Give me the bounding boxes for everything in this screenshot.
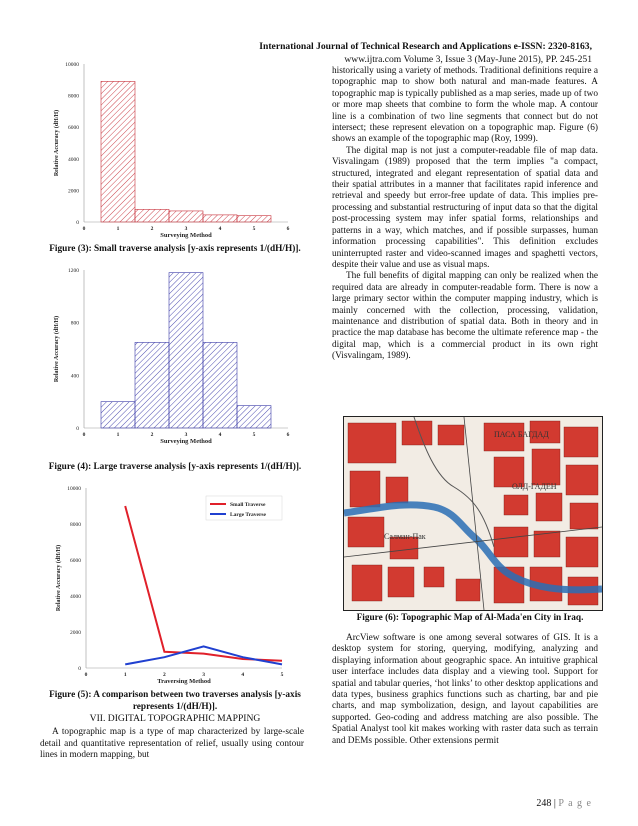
map-label-3: ОЛД-ГАДЕН bbox=[512, 482, 557, 491]
x-tick-label: 3 bbox=[202, 672, 205, 678]
y-tick-label: 4000 bbox=[70, 594, 81, 600]
bar bbox=[101, 402, 135, 428]
figure-3-chart bbox=[48, 56, 296, 244]
x-tick-label: 0 bbox=[82, 226, 86, 232]
legend-entry: Small Traverse bbox=[230, 502, 266, 508]
y-tick-label: 0 bbox=[76, 220, 79, 226]
journal-title: International Journal of Technical Research and Applications e-ISSN: 2320-8163, bbox=[259, 41, 592, 52]
y-tick-label: 800 bbox=[70, 320, 79, 327]
page-footer: 248 | P a g e bbox=[536, 798, 592, 809]
figure-4-chart bbox=[48, 262, 296, 454]
bar bbox=[135, 342, 169, 428]
y-tick-label: 0 bbox=[76, 426, 79, 432]
y-tick-label: 1200 bbox=[68, 268, 79, 274]
bar bbox=[101, 81, 135, 222]
figure-3-caption: Figure (3): Small traverse analysis [y-axis represents 1/(dH/H)]. bbox=[49, 244, 301, 254]
x-tick-label: 2 bbox=[150, 226, 154, 232]
series-line bbox=[125, 646, 282, 664]
y-tick-label: 2000 bbox=[68, 188, 79, 195]
bar bbox=[203, 342, 237, 428]
paragraph-2: The digital map is not just a computer-readable file of map data. Visvalingam (1989) proposed that the term implies "a compact, structured, integrated and elegant representation of spatial data and their spatial attributes in a manner that facilitates rapid inference and retrieval and speedy but error-free update of data. This implies pre-processing and substantial restructuring of input data so that the digital post-processing system may infer spatial forms, relationships and patterns in a way, which matches, and if possible surpasses, human information processing capabilities". This definition excludes uninterrupted raster and video-scanned images and spaghetti vectors, despite their value and use as visual maps. bbox=[332, 145, 598, 270]
y-axis-label: Relative Accuracy (dH/H) bbox=[54, 315, 60, 383]
bar bbox=[203, 215, 237, 222]
map-label-1: ПАСА БАГДАД bbox=[494, 430, 549, 439]
series-line bbox=[125, 506, 282, 661]
y-tick-label: 6000 bbox=[70, 558, 81, 564]
legend-entry: Large Traverse bbox=[230, 512, 266, 518]
y-tick-label: 400 bbox=[70, 373, 79, 380]
x-tick-label: 2 bbox=[163, 672, 166, 678]
y-tick-label: 10000 bbox=[65, 62, 79, 68]
y-tick-label: 2000 bbox=[70, 630, 81, 636]
paragraph-3: The full benefits of digital mapping can only be realized when the required data are already in computer-readable form. There is now a large primary sector within the computer mapping industry, which is mainly concerned with the collection, processing, validation, maintenance and distribution of spatial data. Both in theory and in practice the map database has become the ultimate reference map - the digital map, which is a commercial product in its own right (Visvalingam, 1989). bbox=[332, 271, 598, 362]
left-body-text bbox=[40, 727, 304, 762]
x-axis-label: Surveying Method bbox=[160, 232, 212, 239]
x-axis-label: Surveying Method bbox=[160, 438, 212, 445]
bar bbox=[169, 273, 203, 428]
x-tick-label: 1 bbox=[123, 672, 127, 678]
x-tick-label: 1 bbox=[116, 226, 120, 232]
x-tick-label: 1 bbox=[116, 432, 120, 438]
figure-4-caption: Figure (4): Large traverse analysis [y-axis represents 1/(dH/H)]. bbox=[48, 462, 302, 472]
x-tick-label: 3 bbox=[184, 432, 188, 438]
page-word: P a g e bbox=[558, 798, 592, 809]
section-paragraph: A topographic map is a type of map characterized by large-scale detail and quantitative representation of relief, usually using contour lines in modern mapping, but bbox=[40, 727, 304, 761]
x-tick-label: 4 bbox=[241, 672, 245, 678]
x-tick-label: 0 bbox=[84, 672, 88, 678]
paragraph-4: ArcView software is one among several sotwares of GIS. It is a desktop system for storing, querying, modifying, analyzing and displaying information about geographic space. An intuitive graphical user interface includes data display and a viewing tool. Support for spatial and tabular queries, ‘hot links’ to other desktop applications and data types, business graphics functions such as charting, bar and pie charts, and map symbolization, design, and layout capabilities are supported. Geo-coding and address matching are also possible. The Spatial Analyst tool kit makes working with raster data such as terrain and DEMs possible. Other extensions permit bbox=[332, 633, 598, 746]
bar bbox=[237, 216, 271, 222]
figure-6-caption: Figure (6): Topographic Map of Al-Mada'en City in Iraq. bbox=[356, 613, 584, 623]
page-number: 248 bbox=[536, 798, 552, 809]
bar bbox=[135, 209, 169, 222]
figure-5-chart bbox=[52, 480, 290, 692]
x-axis-label: Traversing Method bbox=[157, 678, 211, 685]
journal-issue: www.ijtra.com Volume 3, Issue 3 (May-June 2015), PP. 245-251 bbox=[344, 54, 592, 65]
x-tick-label: 4 bbox=[218, 226, 222, 232]
bar bbox=[169, 211, 203, 222]
x-tick-label: 0 bbox=[82, 432, 86, 438]
x-tick-label: 2 bbox=[150, 432, 154, 438]
figure-5-caption: Figure (5): A comparison between two traverses analysis [y-axis represents 1/(dH/H)]. bbox=[49, 690, 301, 712]
map-label-2: Салман-Пак bbox=[384, 532, 426, 541]
topographic-map-image bbox=[343, 416, 603, 611]
y-tick-label: 0 bbox=[78, 666, 81, 672]
y-axis-label: Relative Accuracy (dH/H) bbox=[54, 109, 60, 177]
x-tick-label: 6 bbox=[286, 226, 290, 232]
bar bbox=[237, 406, 271, 428]
y-tick-label: 8000 bbox=[70, 522, 81, 528]
section-heading: VII. DIGITAL TOPOGRAPHIC MAPPING bbox=[89, 713, 261, 724]
x-tick-label: 5 bbox=[252, 432, 256, 438]
x-tick-label: 5 bbox=[280, 672, 284, 678]
paragraph-1: historically using a variety of methods. Traditional definitions require a topographic map to show both natural and man-made features. A topographic map is typically published as a map series, made up of two or more map sheets that combine to form the whole map. A contour line is a combination of two line segments that connect but do not intersect; these represent elevation on a topographic map. Figure (6) shows an example of the topographic map (Roy, 1999). bbox=[332, 66, 598, 145]
x-tick-label: 5 bbox=[252, 226, 256, 232]
y-tick-label: 4000 bbox=[68, 156, 79, 163]
y-axis-label: Relative Accuracy (dH/H) bbox=[56, 544, 62, 612]
right-body-text-lower bbox=[332, 633, 598, 747]
y-tick-label: 8000 bbox=[68, 93, 79, 100]
y-tick-label: 10000 bbox=[67, 486, 81, 492]
right-body-text bbox=[332, 66, 598, 363]
x-tick-label: 3 bbox=[184, 226, 188, 232]
x-tick-label: 6 bbox=[286, 432, 290, 438]
x-tick-label: 4 bbox=[218, 432, 222, 438]
y-tick-label: 6000 bbox=[68, 125, 79, 132]
